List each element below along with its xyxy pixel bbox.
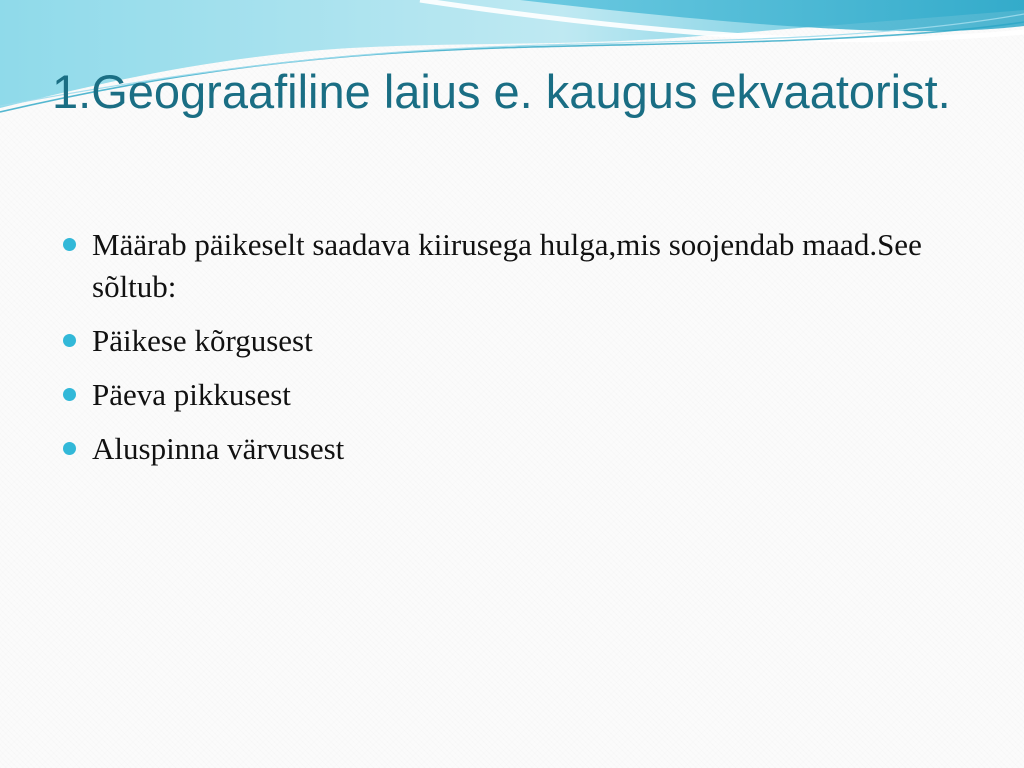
bullet-list — [60, 224, 940, 482]
bullet-item — [60, 374, 940, 416]
bullet-item — [60, 428, 940, 470]
bullet-text: Päeva pikkusest — [92, 377, 291, 412]
bullet-dot-icon — [63, 442, 76, 455]
bullet-text: Aluspinna värvusest — [92, 431, 345, 466]
bullet-dot-icon — [63, 238, 76, 251]
bullet-item — [60, 224, 940, 308]
bullet-text: Määrab päikeselt saadava kiirusega hulga,mis soojendab maad.See sõltub: — [92, 227, 922, 304]
bullet-item — [60, 320, 940, 362]
slide-title: 1.Geograafiline laius e. kaugus ekvaatorist. — [52, 65, 951, 118]
bullet-dot-icon — [63, 388, 76, 401]
bullet-dot-icon — [63, 334, 76, 347]
bullet-text: Päikese kõrgusest — [92, 323, 313, 358]
